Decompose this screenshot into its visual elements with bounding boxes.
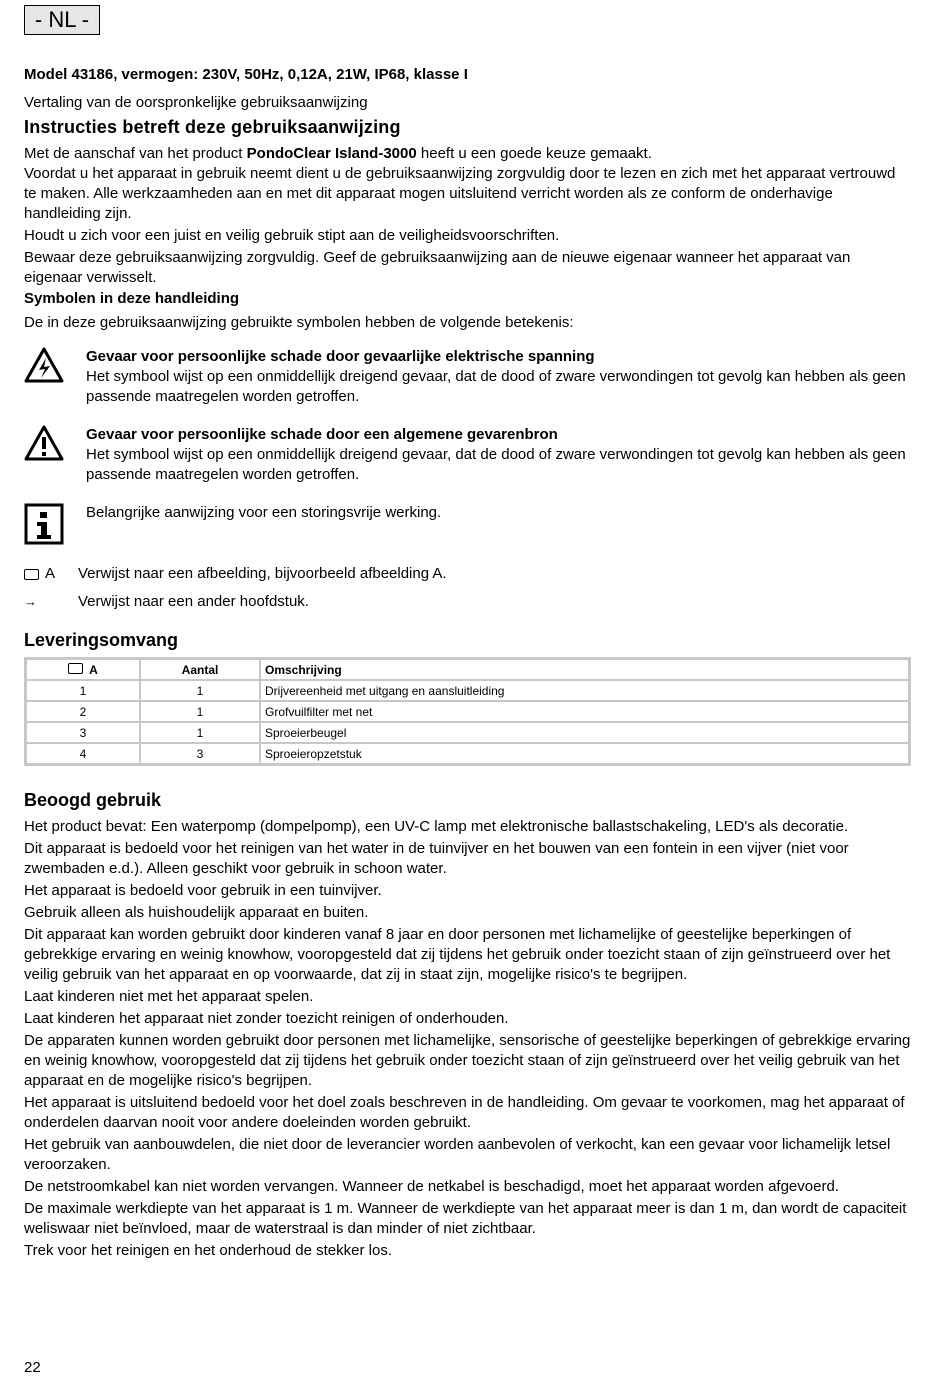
reference-item: A Verwijst naar een afbeelding, bijvoorbeeld afbeelding A. xyxy=(24,564,911,584)
figure-box-icon xyxy=(24,569,39,580)
general-hazard-icon xyxy=(24,425,86,466)
model-line: Model 43186, vermogen: 230V, 50Hz, 0,12A, 21W, IP68, klasse I xyxy=(24,66,468,83)
table-header: Omschrijving xyxy=(260,659,909,680)
intended-use-body xyxy=(24,817,911,1261)
table-header: Aantal xyxy=(140,659,260,680)
paragraph: De maximale werkdiepte van het apparaat is 1 m. Wanneer de werkdiepte van het apparaat meer is dan 1 m, dan wordt de capaciteit weliswaar niet beïnvloed, maar de waterstraal is dan minder of niet zichtbaar. xyxy=(24,1200,907,1237)
table-header: A xyxy=(26,659,140,680)
symbol-text: Het symbool wijst op een onmiddellijk dreigend gevaar, dat de dood of zware verwondingen tot gevolg kan hebben als geen passende maatregelen worden getroffen. xyxy=(86,446,906,483)
reference-text: Verwijst naar een ander hoofdstuk. xyxy=(78,593,309,610)
arrow-icon: → xyxy=(24,594,37,609)
translation-note: Vertaling van de oorspronkelijke gebruiksaanwijzing xyxy=(24,94,368,111)
reference-item xyxy=(24,592,911,612)
symbols-intro: De in deze gebruiksaanwijzing gebruikte symbolen hebben de volgende betekenis: xyxy=(24,314,574,331)
product-name: PondoClear Island-3000 xyxy=(246,145,417,162)
paragraph: Het gebruik van aanbouwdelen, die niet door de leverancier worden aanbevolen of verkocht, kan een gevaar voor lichamelijk letsel veroorzaken. xyxy=(24,1136,891,1173)
symbol-title: Gevaar voor persoonlijke schade door gevaarlijke elektrische spanning xyxy=(86,348,595,365)
reference-text: Verwijst naar een afbeelding, bijvoorbeeld afbeelding A. xyxy=(78,565,447,582)
language-tag: - NL - xyxy=(24,5,100,35)
delivery-table xyxy=(24,657,911,766)
symbol-text: Belangrijke aanwijzing voor een storingsvrije werking. xyxy=(86,504,442,521)
delivery-title: Leveringsomvang xyxy=(24,630,179,650)
instructions-paragraph: Bewaar deze gebruiksaanwijzing zorgvuldig. Geef de gebruiksaanwijzing aan de nieuwe eigenaar wanneer het apparaat van eigenaar verwisselt. xyxy=(24,249,851,286)
table-row: 2 1 Grofvuilfilter met net xyxy=(26,701,909,722)
electric-hazard-icon xyxy=(24,347,86,388)
paragraph: Dit apparaat is bedoeld voor het reinigen van het water in de tuinvijver en het bouwen van een fontein in een vijver (niet voor zwembaden e.d.). Alleen geschikt voor gebruik in schoon water. xyxy=(24,840,849,877)
table-header-row xyxy=(26,659,909,680)
info-icon xyxy=(24,503,86,550)
symbol-item xyxy=(24,425,911,485)
instructions-intro: Met de aanschaf van het product PondoClear Island-3000 heeft u een goede keuze gemaakt. xyxy=(24,145,652,162)
figure-box-icon xyxy=(68,663,83,674)
paragraph: Het apparaat is bedoeld voor gebruik in een tuinvijver. xyxy=(24,882,382,899)
paragraph: De apparaten kunnen worden gebruikt door personen met lichamelijke, sensorische of geestelijke beperkingen of gebrekkige ervaring en weinig knowhow, vooropgesteld dat zij tijdens het gebruik onder toezicht staan of zijn geïnstrueerd over het veilig gebruik van het apparaat en de mogelijke risico's begrijpen. xyxy=(24,1032,911,1089)
symbol-text: Het symbool wijst op een onmiddellijk dreigend gevaar, dat de dood of zware verwondingen tot gevolg kan hebben als geen passende maatregelen worden getroffen. xyxy=(86,368,906,405)
page-number: 22 xyxy=(24,1359,41,1376)
symbol-item xyxy=(24,347,911,407)
paragraph: De netstroomkabel kan niet worden vervangen. Wanneer de netkabel is beschadigd, moet het apparaat worden afgevoerd. xyxy=(24,1178,839,1195)
instructions-title: Instructies betreft deze gebruiksaanwijzing xyxy=(24,117,401,137)
instructions-paragraph: Voordat u het apparaat in gebruik neemt dient u de gebruiksaanwijzing zorgvuldig door te lezen en zich met het apparaat vertrouwd te maken. Alle werkzaamheden aan en met dit apparaat mogen uitsluitend verricht worden als ze conform de onderhavige handleiding zijn. xyxy=(24,165,896,222)
paragraph: Dit apparaat kan worden gebruikt door kinderen vanaf 8 jaar en door personen met lichamelijke of geestelijke beperkingen of gebrekkige ervaring en weinig knowhow, vooropgesteld dat zij tijdens het gebruik onder toezicht staan of zijn geïnstrueerd over het veilig gebruik van het apparaat en op voorwaarde, dat zij in staat zijn, mogelijke risico's te begrijpen. xyxy=(24,926,891,983)
intended-use-title: Beoogd gebruik xyxy=(24,790,162,810)
paragraph: Laat kinderen niet met het apparaat spelen. xyxy=(24,988,314,1005)
paragraph: Gebruik alleen als huishoudelijk apparaat en buiten. xyxy=(24,904,369,921)
symbol-title: Gevaar voor persoonlijke schade door een algemene gevarenbron xyxy=(86,426,558,443)
table-row: 4 3 Sproeieropzetstuk xyxy=(26,743,909,764)
paragraph: Het apparaat is uitsluitend bedoeld voor het doel zoals beschreven in de handleiding. Om gevaar te voorkomen, mag het apparaat of onderdelen daarvan nooit voor andere doeleinden worden gebruikt. xyxy=(24,1094,905,1131)
symbol-item xyxy=(24,503,911,550)
page-content xyxy=(24,66,911,1261)
paragraph: Trek voor het reinigen en het onderhoud de stekker los. xyxy=(24,1242,392,1259)
table-row: 3 1 Sproeierbeugel xyxy=(26,722,909,743)
paragraph: Laat kinderen het apparaat niet zonder toezicht reinigen of onderhouden. xyxy=(24,1010,509,1027)
paragraph: Het product bevat: Een waterpomp (dompelpomp), een UV-C lamp met elektronische ballastschakeling, LED's als decoratie. xyxy=(24,818,849,835)
table-row: 1 1 Drijvereenheid met uitgang en aansluitleiding xyxy=(26,680,909,701)
symbols-title: Symbolen in deze handleiding xyxy=(24,290,240,307)
instructions-paragraph: Houdt u zich voor een juist en veilig gebruik stipt aan de veiligheidsvoorschriften. xyxy=(24,227,560,244)
